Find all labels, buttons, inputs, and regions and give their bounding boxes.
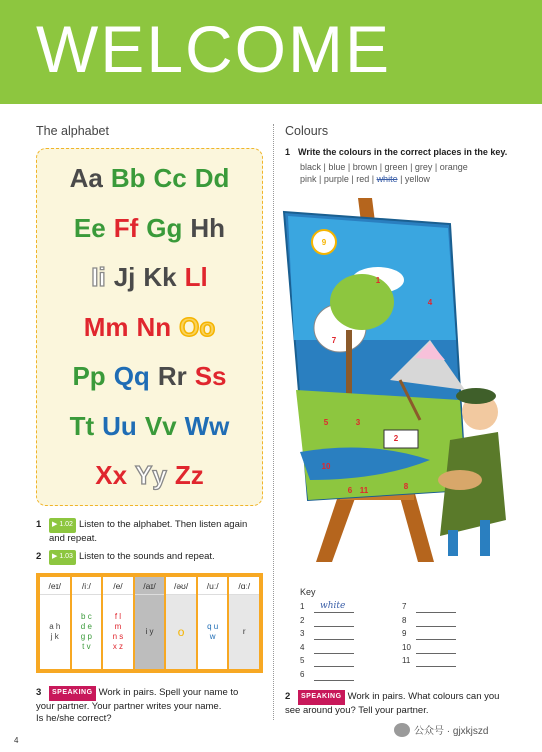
alphabet-letter-pair: Oo [179, 311, 216, 342]
alphabet-letter-pair: Ee [73, 212, 106, 243]
alphabet-letter-pair: Cc [153, 163, 187, 193]
exercise-text-cont: Is he/she correct? [36, 713, 112, 724]
exercise-number: 1 [285, 147, 291, 157]
alphabet-letter-pair: Vv [144, 410, 177, 441]
tree-crown [330, 274, 394, 330]
alphabet-letter-pair: Ss [194, 361, 227, 391]
painter-leg [480, 520, 490, 556]
painting-number: 1 [375, 276, 381, 285]
alphabet-letter-pair: Nn [136, 311, 172, 342]
key-answer-field[interactable] [416, 612, 456, 613]
sound-symbol: /əʊ/ [166, 577, 196, 595]
colour-crossed-word: white [376, 174, 398, 184]
alphabet-letter-pair: Yy [135, 460, 167, 490]
exercise-number: 2 [285, 691, 291, 702]
alphabet-letter-pair: Qq [113, 361, 150, 391]
alphabet-letter-pair: Mm [83, 311, 129, 342]
colours-list-part: pink | purple | red | [300, 174, 377, 184]
alphabet-row [37, 163, 262, 194]
sound-letters: b c d e g p t v [80, 612, 92, 651]
alphabet-letter-pair: Aa [69, 163, 103, 193]
alphabet-row [37, 312, 262, 343]
alphabet-letter-pair: Rr [157, 361, 187, 391]
audio-track-icon[interactable]: ▶ 1.02 [49, 518, 76, 533]
key-answer-field[interactable] [416, 653, 456, 654]
key-answer-field[interactable] [416, 639, 456, 640]
colours-exercise-2 [285, 690, 499, 717]
audio-track-label: 1.02 [59, 521, 73, 528]
painting-number: 10 [321, 462, 331, 471]
key-answer-field[interactable] [416, 666, 456, 667]
donkey [384, 430, 418, 448]
key-number: 4 [300, 642, 305, 652]
sounds-table [36, 573, 263, 673]
painting-number: 4 [427, 298, 433, 307]
key-number: 8 [402, 615, 407, 625]
exercise-text: Work in pairs. What colours can you [347, 691, 500, 702]
sound-letters: r [229, 595, 259, 669]
key-number: 1 [300, 602, 305, 611]
exercise-text-cont: and repeat. [49, 532, 98, 544]
sound-column [40, 577, 70, 669]
exercise-text-cont: see around you? Tell your partner. [285, 704, 429, 716]
watermark [394, 722, 488, 737]
sound-column [229, 577, 259, 669]
key-number: 3 [300, 629, 305, 639]
exercise-number: 3 [36, 687, 42, 698]
exercise-number: 1 [36, 519, 42, 530]
sound-letters: o [166, 595, 196, 669]
colours-exercise-1 [285, 146, 507, 159]
alphabet-box [36, 148, 263, 506]
sound-column [198, 577, 228, 669]
exercise-text: Listen to the sounds and repeat. [78, 551, 215, 562]
sound-letters: f l m n s x z [112, 612, 124, 651]
alphabet-letter-pair: Gg [146, 212, 183, 243]
sound-symbol: /eɪ/ [40, 577, 70, 595]
painting-number: 6 [347, 486, 353, 495]
exercise-text: Listen to the alphabet. Then listen again [78, 519, 248, 530]
painter-hat [456, 388, 496, 404]
painting-number: 8 [403, 482, 409, 491]
alphabet-letter-pair: Uu [102, 410, 137, 441]
painting-number: 3 [355, 418, 361, 427]
painter-illustration [280, 190, 516, 570]
colours-list-line: black | blue | brown | green | grey | orange [300, 162, 468, 172]
alphabet-letter-pair: Tt [69, 410, 95, 441]
exercise-1 [36, 518, 247, 545]
exercise-text: Work in pairs. Spell your name to [98, 687, 239, 698]
alphabet-letter-pair: Zz [174, 460, 204, 490]
sound-column [166, 577, 196, 669]
speaking-tag: SPEAKING [298, 690, 345, 705]
colours-section-title: Colours [285, 124, 329, 138]
exercise-3 [36, 686, 238, 726]
page-number: 4 [14, 736, 19, 745]
wechat-icon [394, 723, 410, 737]
painter-leg [448, 530, 458, 556]
key-answer-field[interactable] [314, 626, 354, 627]
key-number: 7 [402, 602, 407, 611]
alphabet-row [37, 262, 262, 293]
alphabet-row [37, 411, 262, 442]
alphabet-letter-pair: Ll [184, 262, 208, 292]
key-answer-field[interactable] [314, 612, 354, 613]
easel-leg-right [398, 490, 434, 562]
audio-track-icon[interactable]: ▶ 1.03 [49, 550, 76, 565]
key-number: 9 [402, 629, 407, 639]
sound-symbol: /uː/ [198, 577, 228, 595]
alphabet-row [37, 213, 262, 244]
colours-word-list [300, 161, 468, 185]
alphabet-letter-pair: Ww [184, 410, 230, 441]
sound-column [135, 577, 165, 669]
key-title: Key [300, 587, 316, 597]
key-written-answer: white [320, 601, 346, 611]
speaking-tag: SPEAKING [49, 686, 96, 701]
key-number: 6 [300, 670, 305, 679]
sound-symbol: /ɑː/ [229, 577, 259, 595]
sound-symbol: /aɪ/ [135, 577, 165, 595]
key-answer-field[interactable] [314, 666, 354, 667]
alphabet-section-title: The alphabet [36, 124, 109, 138]
key-answer-field[interactable] [416, 626, 456, 627]
page-title: WELCOME [36, 12, 392, 86]
exercise-number: 2 [36, 551, 42, 562]
alphabet-letter-pair: Dd [194, 163, 230, 193]
sound-symbol: /e/ [103, 577, 133, 595]
sound-letters: a h j k [49, 622, 61, 641]
alphabet-letter-pair: Ii [91, 262, 106, 292]
alphabet-letter-pair: Jj [113, 262, 136, 292]
alphabet-letter-pair: Xx [95, 460, 128, 490]
exercise-text: Write the colours in the correct places in the key. [298, 147, 508, 157]
painting-number: 11 [359, 486, 369, 495]
sound-symbol: /iː/ [72, 577, 102, 595]
sound-letters: q u w [207, 622, 219, 641]
welcome-banner [0, 0, 542, 104]
key-number: 2 [300, 615, 305, 625]
alphabet-row [37, 460, 262, 491]
painting-number: 9 [321, 238, 327, 247]
alphabet-letter-pair: Bb [110, 163, 146, 193]
key-number: 10 [402, 642, 411, 652]
exercise-2 [36, 550, 215, 565]
column-divider [273, 124, 274, 720]
key-answer-field[interactable] [314, 639, 354, 640]
sound-column [72, 577, 102, 669]
colours-list-line [300, 173, 468, 185]
painting-number: 2 [393, 434, 399, 443]
easel-leg-left [316, 490, 358, 562]
colours-list-part: | yellow [397, 174, 430, 184]
alphabet-letter-pair: Ff [113, 212, 139, 243]
sound-letters: i y [135, 595, 165, 669]
alphabet-letter-pair: Hh [190, 212, 226, 243]
sound-column [103, 577, 133, 669]
alphabet-row [37, 361, 262, 392]
exercise-text-cont: your partner. Your partner writes your name. [36, 700, 222, 712]
painting-number: 7 [331, 336, 337, 345]
key-answer-field[interactable] [314, 653, 354, 654]
watermark-text: 公众号 · gjxkjszd [414, 726, 489, 737]
alphabet-letter-pair: Kk [143, 262, 177, 292]
key-answer-field[interactable] [314, 680, 354, 681]
palette [438, 470, 482, 490]
key-number: 5 [300, 656, 305, 666]
audio-track-label: 1.03 [59, 553, 73, 560]
painting-number: 5 [323, 418, 329, 427]
alphabet-letter-pair: Pp [72, 361, 106, 391]
key-number: 11 [402, 656, 411, 666]
